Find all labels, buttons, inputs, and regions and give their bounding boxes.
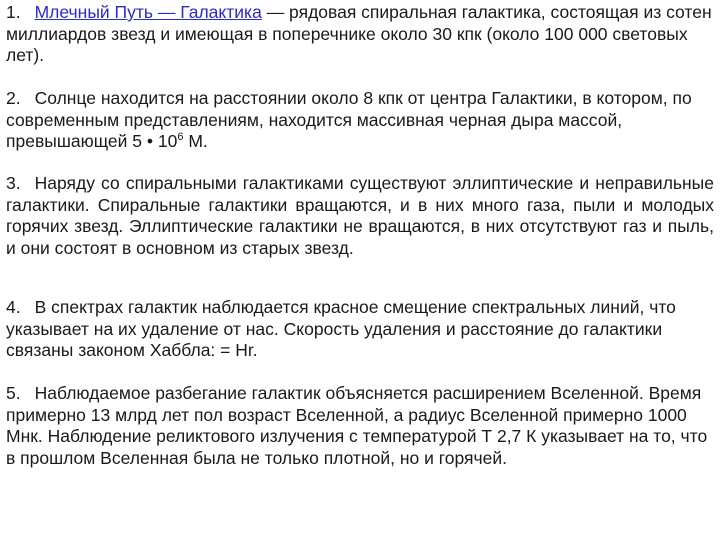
paragraph-2 — [6, 88, 714, 153]
paragraph-text-tail: М. — [183, 131, 208, 151]
paragraph-text: Солнце находится на расстоянии около 8 кпк от центра Галактики, в котором, по современным представлениям, находится массивная черная дыра массой, превышающей 5 • 10 — [6, 88, 692, 151]
paragraph-3 — [6, 173, 714, 259]
paragraph-text: Наблюдаемое разбегание галактик объясняется расширением Вселенной. Время примерно 13 млрд лет пол возраст Вселенной, а радиус Вселенной примерно 1000 Мнк. Наблюдение реликтового излучения с температурой Т 2,7 К указывает на то, что в прошлом Вселенная была не только плотной, но и горячей. — [6, 383, 708, 468]
item-number: 2. — [6, 88, 21, 108]
paragraph-1 — [6, 2, 714, 67]
paragraph-4 — [6, 297, 714, 362]
item-number: 3. — [6, 173, 21, 193]
milky-way-link[interactable]: Млечный Путь — Галактика — [34, 2, 262, 22]
item-number: 5. — [6, 383, 21, 403]
paragraph-text: Наряду со спиральными галактиками существуют эллиптические и неправильные галактики. Спиральные галактики вращаются, и в них много газа, пыли и молодых горячих звезд. Эллиптические галактики не вращаются, в них отсутствуют газ и пыль, и они состоят в основном из старых звезд. — [6, 173, 714, 258]
paragraph-text: В спектрах галактик наблюдается красное смещение спектральных линий, что указывает на их удаление от нас. Скорость удаления и расстояние до галактики связаны законом Хаббла: = Hr. — [6, 297, 676, 360]
paragraph-text: — рядовая спиральная галактика, состоящая из сотен миллиардов звезд и имеющая в поперечнике около 30 кпк (около 100 000 световых лет). — [6, 2, 712, 65]
item-number: 4. — [6, 297, 21, 317]
item-number: 1. — [6, 2, 21, 22]
paragraph-5 — [6, 383, 714, 469]
exponent: 6 — [177, 131, 184, 144]
